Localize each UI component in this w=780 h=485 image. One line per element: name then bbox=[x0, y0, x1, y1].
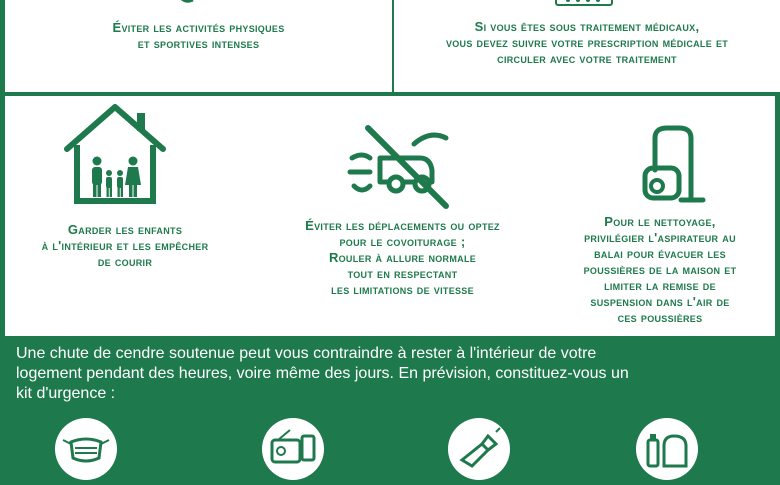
col1-line-2: à l'intérieur et les empêcher bbox=[41, 238, 209, 253]
col2-line-1: Éviter les déplacements ou optez bbox=[305, 218, 500, 233]
top-left-line-1: Éviter les activités physiques bbox=[112, 20, 285, 35]
col1-line-1: Garder les enfants bbox=[67, 222, 183, 237]
top-right-line-1: Si vous êtes sous traitement médicaux, bbox=[474, 19, 700, 34]
pill-box-icon bbox=[554, 0, 614, 8]
middle-section bbox=[5, 96, 775, 336]
col3-line-7: ces poussières bbox=[617, 310, 703, 325]
top-left-line-2: et sportives intenses bbox=[137, 36, 260, 51]
col3-line-2: privilégier l'aspirateur au bbox=[584, 230, 736, 245]
top-right-line-3: circuler avec votre traitement bbox=[497, 51, 677, 66]
col2-line-2: pour le covoiturage ; bbox=[339, 234, 466, 249]
medical-treatment-panel bbox=[394, 0, 780, 92]
col3-line-5: limiter la remise de bbox=[604, 278, 716, 293]
cleaning-panel bbox=[545, 96, 775, 336]
bottom-line-2: logement pendant des heures, voire même des jours. En prévision, constituez-vous un bbox=[16, 365, 629, 382]
travel-panel bbox=[260, 96, 540, 336]
emergency-kit-text bbox=[16, 344, 776, 404]
col3-line-6: suspension dans l'air de bbox=[590, 294, 730, 309]
col2-line-3: Rouler à allure normale bbox=[328, 250, 477, 265]
bottom-line-1: Une chute de cendre soutenue peut vous contraindre à rester à l'intérieur de votre bbox=[16, 345, 597, 362]
children-indoors-panel bbox=[5, 96, 265, 336]
col3-line-4: poussières de la maison et bbox=[583, 262, 737, 277]
top-right-line-2: vous devez suivre votre prescription médicale et bbox=[445, 35, 729, 50]
bottom-line-3: kit d'urgence : bbox=[16, 385, 116, 402]
col1-line-3: de courir bbox=[97, 254, 153, 269]
col3-line-1: Pour le nettoyage, bbox=[604, 214, 716, 229]
no-car-icon bbox=[346, 124, 456, 210]
mask-icon bbox=[55, 418, 117, 480]
radio-phone-icon bbox=[262, 418, 324, 480]
house-family-icon bbox=[59, 101, 171, 205]
vacuum-cleaner-icon bbox=[641, 124, 707, 204]
col3-line-3: balai pour évacuer les bbox=[594, 246, 726, 261]
col2-line-5: les limitations de vitesse bbox=[331, 282, 474, 297]
top-section bbox=[5, 0, 780, 92]
activity-icon bbox=[175, 0, 205, 8]
physical-activity-panel bbox=[5, 0, 394, 92]
col2-line-4: tout en respectant bbox=[347, 266, 458, 281]
flashlight-icon bbox=[448, 418, 510, 480]
food-water-icon bbox=[636, 418, 698, 480]
